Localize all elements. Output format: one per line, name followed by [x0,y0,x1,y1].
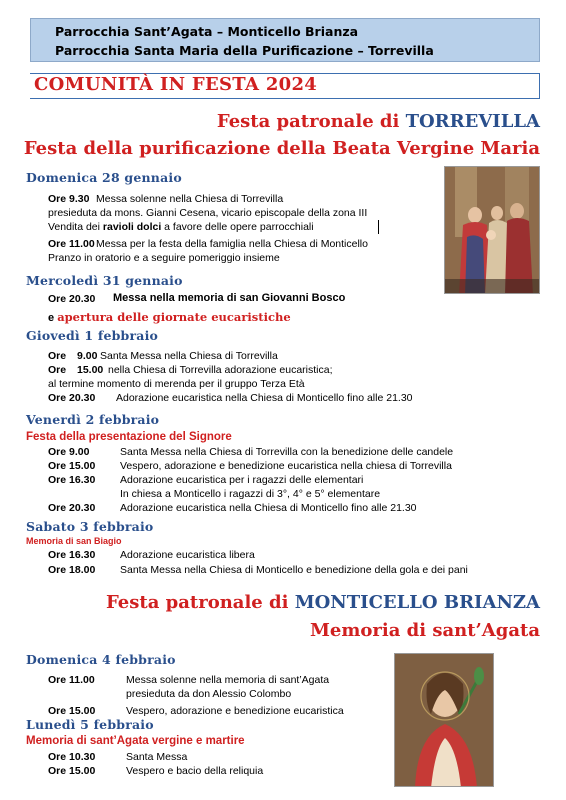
parish-header [30,18,540,62]
torrevilla-title-place: TORREVILLA [405,111,540,132]
event-text [48,221,314,233]
event-text: Santa Messa nella Chiesa di Torrevilla con la benedizione delle candele [120,446,454,458]
feast-label: Festa della presentazione del Signore [26,431,232,443]
event-text: nella Chiesa di Torrevilla adorazione eucaristica; [108,364,333,376]
event-text: Adorazione eucaristica nella Chiesa di Monticello fino alle 21.30 [120,502,417,514]
event-time: Ore 20.30 [48,502,96,514]
presentation-painting [444,166,540,294]
event-time: 15.00 [77,364,104,376]
event-text: Adorazione eucaristica per i ragazzi delle elementari [120,474,364,486]
day-label-feb4: Domenica 4 febbraio [26,652,176,667]
day-label-feb3: Sabato 3 febbraio [26,519,154,534]
event-time: 9.00 [77,350,98,362]
sant-agata-painting-image [395,654,494,787]
event-text: Messa per la festa della famiglia nella Chiesa di Monticello [96,238,368,250]
event-time: Ore 20.30 [48,293,96,305]
day-label-jan28: Domenica 28 gennaio [26,170,182,185]
event-text: Adorazione eucaristica libera [120,549,255,561]
event-text-part: Vendita dei [48,221,103,233]
event-text: Adorazione eucaristica nella Chiesa di Monticello fino alle 21.30 [116,392,413,404]
text-cursor [378,220,379,234]
event-text: Pranzo in oratorio e a seguire pomeriggio insieme [48,252,280,264]
day-label-feb5: Lunedì 5 febbraio [26,717,154,732]
event-time: Ore 16.30 [48,549,96,561]
event-text: Santa Messa [126,751,188,763]
page-title: COMUNITÀ IN FESTA 2024 [34,74,318,95]
event-text-part: e [48,312,58,324]
event-time: Ore 15.00 [48,460,96,472]
torrevilla-title-prefix: Festa patronale di [216,111,406,132]
monticello-title-place: MONTICELLO BRIANZA [294,592,540,613]
event-text: presieduta da don Alessio Colombo [126,688,292,700]
day-label-feb1: Giovedì 1 febbraio [26,328,159,343]
event-time: Ore [48,350,67,362]
event-text-highlight: apertura delle giornate eucaristiche [57,310,291,324]
event-time: Ore 9.30 [48,193,90,205]
day-label-jan31: Mercoledì 31 gennaio [26,273,183,288]
event-text: Vespero e bacio della reliquia [126,765,264,777]
event-text: Vespero, adorazione e benedizione eucaristica nella chiesa di Torrevilla [120,460,452,472]
event-time: Ore [48,364,67,376]
feast-label: Memoria di sant’Agata vergine e martire [26,735,245,747]
event-time: Ore 20.30 [48,392,96,404]
parish-line-2: Parrocchia Santa Maria della Purificazione – Torrevilla [55,43,434,58]
event-text: Messa solenne nella memoria di sant’Agata [126,674,330,686]
event-time: Ore 15.00 [48,765,96,777]
monticello-title [106,592,540,613]
event-time: Ore 11.00 [48,238,95,250]
torrevilla-subtitle: Festa della purificazione della Beata Vergine Maria [23,138,540,159]
event-text-part: a favore delle opere parrocchiali [161,221,314,233]
event-text: Vespero, adorazione e benedizione eucaristica [126,705,344,717]
day-label-feb2: Venerdì 2 febbraio [26,412,160,427]
event-text: presieduta da mons. Gianni Cesena, vicario episcopale della zona III [48,207,368,219]
event-text: al termine momento di merenda per il gruppo Terza Età [48,378,305,390]
event-text-highlight: ravioli dolci [102,221,162,233]
sant-agata-painting [394,653,494,787]
event-text: Messa nella memoria di san Giovanni Bosco [113,292,346,304]
monticello-subtitle: Memoria di sant’Agata [309,620,540,641]
event-text: Santa Messa nella Chiesa di Torrevilla [100,350,278,362]
torrevilla-title [217,111,540,132]
event-text [48,308,291,326]
event-text: In chiesa a Monticello i ragazzi di 3°, 4° e 5° elementare [120,488,381,500]
event-time: Ore 9.00 [48,446,90,458]
monticello-title-prefix: Festa patronale di [106,592,295,613]
event-time: Ore 16.30 [48,474,96,486]
event-time: Ore 18.00 [48,564,96,576]
presentation-painting-image [445,167,540,294]
event-time: Ore 15.00 [48,705,96,717]
event-text: Santa Messa nella Chiesa di Monticello e benedizione della gola e dei pani [120,564,468,576]
parish-line-1: Parrocchia Sant’Agata – Monticello Brianza [55,24,359,39]
feast-label: Memoria di san Biagio [26,536,122,546]
event-text: Messa solenne nella Chiesa di Torrevilla [96,193,284,205]
event-time: Ore 10.30 [48,751,96,763]
event-time: Ore 11.00 [48,674,95,686]
